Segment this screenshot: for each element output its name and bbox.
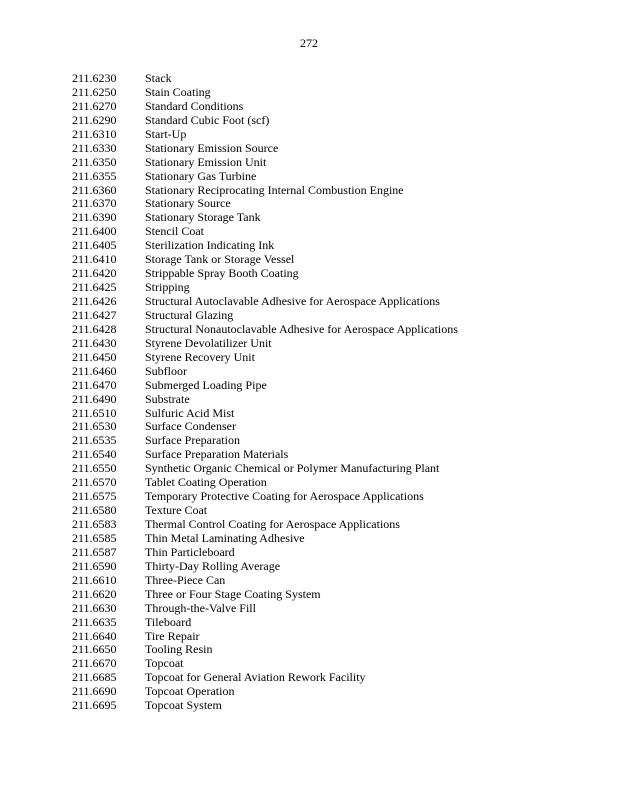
defined-term: Structural Glazing (145, 307, 234, 322)
index-entry-row (72, 114, 552, 128)
defined-term: Sterilization Indicating Ink (145, 238, 275, 253)
defined-term: Topcoat Operation (145, 684, 235, 699)
index-entry-row (72, 476, 552, 490)
index-entry-row (72, 630, 552, 644)
index-entry-row (72, 643, 552, 657)
section-number: 211.6460 (72, 363, 117, 378)
section-number: 211.6610 (72, 572, 117, 587)
section-number: 211.6450 (72, 349, 117, 364)
index-entry-row (72, 657, 552, 671)
index-entry-row (72, 434, 552, 448)
defined-term: Stationary Emission Unit (145, 154, 267, 169)
index-entry-row (72, 184, 552, 198)
section-number: 211.6630 (72, 600, 117, 615)
section-number: 211.6355 (72, 168, 117, 183)
defined-term: Thirty-Day Rolling Average (145, 558, 281, 573)
section-number: 211.6310 (72, 126, 117, 141)
defined-term: Topcoat System (145, 698, 222, 713)
section-number: 211.6650 (72, 642, 117, 657)
index-entry-row (72, 518, 552, 532)
index-entry-row (72, 197, 552, 211)
index-entry-row (72, 351, 552, 365)
index-entry-row (72, 156, 552, 170)
index-entry-row (72, 86, 552, 100)
section-number: 211.6570 (72, 475, 117, 490)
defined-term: Synthetic Organic Chemical or Polymer Manufacturing Plant (145, 461, 440, 476)
section-number: 211.6695 (72, 698, 117, 713)
index-entry-row (72, 393, 552, 407)
section-number: 211.6587 (72, 544, 117, 559)
index-entry-row (72, 602, 552, 616)
index-entry-row (72, 560, 552, 574)
defined-term: Stencil Coat (145, 224, 204, 239)
defined-term: Stationary Storage Tank (145, 210, 261, 225)
section-number: 211.6350 (72, 154, 117, 169)
index-entry-row (72, 616, 552, 630)
section-number: 211.6405 (72, 238, 117, 253)
defined-term: Surface Preparation Materials (145, 447, 289, 462)
index-entry-row (72, 267, 552, 281)
defined-term: Temporary Protective Coating for Aerospace Applications (145, 489, 424, 504)
index-entry-row (72, 588, 552, 602)
defined-term: Stack (145, 71, 172, 85)
defined-term: Stationary Emission Source (145, 140, 279, 155)
section-number: 211.6360 (72, 182, 117, 197)
section-number: 211.6580 (72, 503, 117, 518)
defined-term: Surface Preparation (145, 433, 240, 448)
defined-term: Stationary Source (145, 196, 231, 211)
section-number: 211.6425 (72, 280, 117, 295)
defined-term: Stationary Reciprocating Internal Combustion Engine (145, 182, 404, 197)
index-entry-row (72, 379, 552, 393)
defined-term: Sulfuric Acid Mist (145, 405, 235, 420)
section-number: 211.6640 (72, 628, 117, 643)
index-entry-row (72, 671, 552, 685)
section-number: 211.6635 (72, 614, 117, 629)
index-entry-row (72, 170, 552, 184)
section-number: 211.6230 (72, 71, 117, 85)
page-number: 272 (300, 36, 318, 50)
index-entry-row (72, 142, 552, 156)
index-entry-row (72, 100, 552, 114)
index-entry-row (72, 685, 552, 699)
index-entry-row (72, 420, 552, 434)
section-number: 211.6428 (72, 321, 117, 336)
section-number: 211.6250 (72, 84, 117, 99)
section-number: 211.6620 (72, 586, 117, 601)
defined-term: Stripping (145, 280, 190, 295)
index-entry-row (72, 128, 552, 142)
index-entry-row (72, 462, 552, 476)
defined-term: Start-Up (145, 126, 187, 141)
defined-term: Surface Condenser (145, 419, 236, 434)
section-number: 211.6585 (72, 530, 117, 545)
defined-term: Tablet Coating Operation (145, 475, 267, 490)
defined-term: Texture Coat (145, 503, 208, 518)
defined-term: Three-Piece Can (145, 572, 226, 587)
defined-term: Structural Nonautoclavable Adhesive for Aerospace Applications (145, 321, 458, 336)
section-number: 211.6590 (72, 558, 117, 573)
section-number: 211.6427 (72, 307, 117, 322)
defined-term: Topcoat for General Aviation Rework Facility (145, 670, 366, 685)
index-entry-row (72, 295, 552, 309)
section-number: 211.6270 (72, 98, 117, 113)
section-number: 211.6510 (72, 405, 117, 420)
defined-term: Styrene Devolatilizer Unit (145, 335, 272, 350)
section-number: 211.6670 (72, 656, 117, 671)
section-number: 211.6490 (72, 391, 117, 406)
section-number: 211.6390 (72, 210, 117, 225)
index-entry-row (72, 253, 552, 267)
index-entry-row (72, 309, 552, 323)
section-number: 211.6290 (72, 112, 117, 127)
section-number: 211.6420 (72, 266, 117, 281)
defined-term: Strippable Spray Booth Coating (145, 266, 299, 281)
index-entry-row (72, 699, 552, 713)
section-number: 211.6426 (72, 294, 117, 308)
index-entry-row (72, 504, 552, 518)
defined-term: Three or Four Stage Coating System (145, 586, 321, 601)
defined-term: Standard Cubic Foot (scf) (145, 112, 270, 127)
index-entry-row (72, 211, 552, 225)
index-entry-row (72, 365, 552, 379)
section-number: 211.6575 (72, 489, 117, 504)
section-number: 211.6400 (72, 224, 117, 239)
defined-term: Storage Tank or Storage Vessel (145, 252, 295, 267)
index-entry-row (72, 407, 552, 421)
defined-term: Tileboard (145, 614, 192, 629)
index-entry-row (72, 323, 552, 337)
index-entry-row (72, 448, 552, 462)
defined-term: Topcoat (145, 656, 184, 671)
section-number: 211.6583 (72, 517, 117, 531)
index-entry-row (72, 72, 552, 86)
index-entry-row (72, 574, 552, 588)
defined-term: Thin Particleboard (145, 544, 235, 559)
defined-term: Stationary Gas Turbine (145, 168, 257, 183)
defined-term: Tire Repair (145, 628, 200, 643)
defined-term: Standard Conditions (145, 98, 244, 113)
index-entry-row (72, 546, 552, 560)
defined-term: Subfloor (145, 363, 187, 378)
section-number: 211.6530 (72, 419, 117, 434)
defined-term: Structural Autoclavable Adhesive for Aerospace Applications (145, 294, 440, 308)
defined-term: Substrate (145, 391, 190, 406)
section-number: 211.6470 (72, 377, 117, 392)
section-number: 211.6540 (72, 447, 117, 462)
section-number: 211.6550 (72, 461, 117, 476)
section-number: 211.6430 (72, 335, 117, 350)
index-entry-row (72, 281, 552, 295)
defined-term: Through-the-Valve Fill (145, 600, 256, 615)
section-number: 211.6330 (72, 140, 117, 155)
index-entry-row (72, 337, 552, 351)
index-entry-row (72, 239, 552, 253)
defined-term: Thin Metal Laminating Adhesive (145, 530, 305, 545)
defined-term: Styrene Recovery Unit (145, 349, 255, 364)
index-entry-row (72, 225, 552, 239)
defined-term: Thermal Control Coating for Aerospace Applications (145, 517, 400, 531)
defined-term: Stain Coating (145, 84, 211, 99)
section-number: 211.6410 (72, 252, 117, 267)
section-number: 211.6370 (72, 196, 117, 211)
index-entry-row (72, 532, 552, 546)
defined-term: Tooling Resin (145, 642, 213, 657)
section-number: 211.6690 (72, 684, 117, 699)
section-number: 211.6535 (72, 433, 117, 448)
index-entry-row (72, 490, 552, 504)
defined-term: Submerged Loading Pipe (145, 377, 267, 392)
definition-index-list (72, 72, 552, 713)
section-number: 211.6685 (72, 670, 117, 685)
